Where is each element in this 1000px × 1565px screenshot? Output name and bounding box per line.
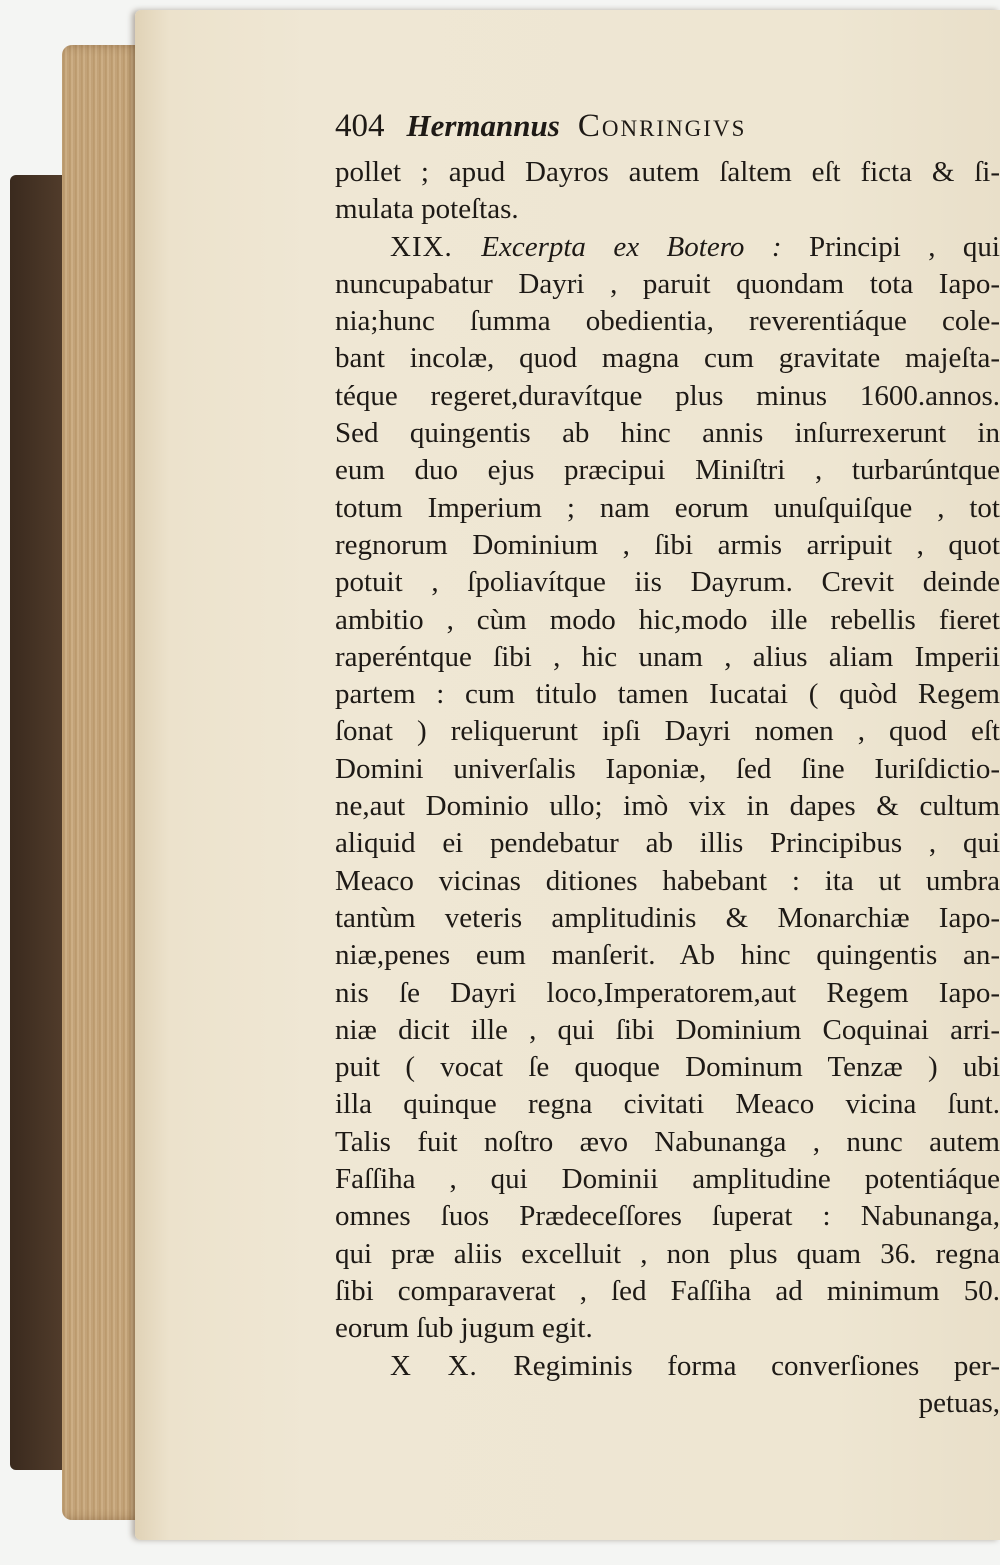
text-line: [335, 1310, 1000, 1347]
text-line: [335, 1161, 1000, 1198]
line-text: nis ſe Dayri loco,Imperatorem,aut Regem Iapo-: [335, 976, 1000, 1009]
line-text: eum duo ejus præcipui Miniſtri , turbarúntque: [335, 454, 1000, 487]
line-text: Sed quingentis ab hinc annis inſurrexerunt in: [335, 417, 1000, 450]
line-text: qui præ aliis excelluit , non plus quam 36. regna: [335, 1237, 1000, 1270]
line-text: omnes ſuos Prædeceſſores ſuperat : Nabunanga,: [335, 1200, 1000, 1233]
line-text: Domini univerſalis Iaponiæ, ſed ſine Iuriſdictio-: [335, 752, 1000, 785]
line-text: niæ,penes eum manſerit. Ab hinc quingentis an-: [335, 939, 1000, 972]
text-line: [335, 1012, 1000, 1049]
text-line: [335, 1124, 1000, 1161]
line-text: ſibi comparaverat , ſed Faſſiha ad minimum 50.: [335, 1274, 1000, 1307]
text-line: [335, 751, 1000, 788]
text-line: [335, 825, 1000, 862]
line-text: Meaco vicinas ditiones habebant : ita ut umbra: [335, 864, 1000, 897]
text-line: [335, 1049, 1000, 1086]
section-number: X X.: [390, 1349, 514, 1382]
text-line: [335, 154, 1000, 191]
line-text: pollet ; apud Dayros autem ſaltem eſt ficta & ſi-: [335, 156, 1000, 188]
line-text: raperéntque ſibi , hic unam , alius aliam Imperii: [335, 640, 1000, 673]
text-body: [335, 154, 1000, 1422]
line-text: partem : cum titulo tamen Iucatai ( quòd Regem: [335, 678, 1000, 711]
text-line: [335, 975, 1000, 1012]
line-text: mulata poteſtas.: [335, 193, 519, 226]
line-text: tantùm veteris amplitudinis & Monarchiæ Iapo-: [335, 901, 1000, 934]
text-line: [335, 564, 1000, 601]
line-text: nuncupabatur Dayri , paruit quondam tota Iapo-: [335, 267, 1000, 300]
line-text: Regiminis forma converſiones per-: [513, 1349, 1000, 1382]
italic-heading: Excerpta ex Botero :: [481, 230, 782, 263]
text-line: [335, 602, 1000, 639]
line-text: ſonat ) reliquerunt ipſi Dayri nomen , quod eſt: [335, 715, 1000, 748]
line-text: Talis fuit noſtro ævo Nabunanga , nunc autem: [335, 1125, 1000, 1158]
line-text: Faſſiha , qui Dominii amplitudine potentiáque: [335, 1163, 1000, 1196]
line-text: potuit , ſpoliavítque iis Dayrum. Crevit deinde: [335, 566, 1000, 599]
line-text: petuas,: [918, 1386, 1000, 1419]
text-line: [335, 266, 1000, 303]
text-line: [335, 378, 1000, 415]
text-line: [335, 900, 1000, 937]
running-header: [335, 108, 1000, 154]
text-line: [335, 1198, 1000, 1235]
author-last-name: Conringivs: [577, 108, 747, 144]
text-line: [335, 229, 1000, 266]
line-text: téque regeret,duravítque plus minus 1600.annos.: [335, 379, 1000, 412]
author-first-name: Hermannus: [406, 108, 560, 143]
text-line: [335, 340, 1000, 377]
line-text: puit ( vocat ſe quoque Dominum Tenzæ ) ubi: [335, 1051, 1000, 1084]
text-line: [335, 303, 1000, 340]
line-text: nia;hunc ſumma obedientia, reverentiáque cole-: [335, 305, 1000, 338]
text-line: [335, 1086, 1000, 1123]
line-text: eorum ſub jugum egit.: [335, 1312, 593, 1345]
text-line: [335, 191, 1000, 228]
text-line: [335, 788, 1000, 825]
line-text: niæ dicit ille , qui ſibi Dominium Coquinai arri-: [335, 1013, 1000, 1046]
text-line: [335, 1348, 1000, 1385]
line-text: Principi , qui: [781, 230, 1000, 263]
page-text: [335, 108, 1000, 1422]
text-line: [335, 639, 1000, 676]
text-line: [335, 1385, 1000, 1422]
section-number: XIX.: [390, 230, 482, 263]
line-text: ne,aut Dominio ullo; imò vix in dapes & cultum: [335, 790, 1000, 823]
line-text: illa quinque regna civitati Meaco vicina ſunt.: [335, 1088, 1000, 1121]
text-line: [335, 415, 1000, 452]
line-text: ambitio , cùm modo hic,modo ille rebellis fieret: [335, 603, 1000, 636]
text-line: [335, 937, 1000, 974]
text-line: [335, 490, 1000, 527]
text-line: [335, 1273, 1000, 1310]
line-text: regnorum Dominium , ſibi armis arripuit , quot: [335, 528, 1000, 561]
text-line: [335, 676, 1000, 713]
text-line: [335, 527, 1000, 564]
line-text: bant incolæ, quod magna cum gravitate majeſta-: [335, 342, 1000, 375]
text-line: [335, 452, 1000, 489]
text-line: [335, 713, 1000, 750]
text-line: [335, 1236, 1000, 1273]
line-text: totum Imperium ; nam eorum unuſquiſque , tot: [335, 491, 1000, 524]
page-number: 404: [335, 108, 385, 144]
line-text: aliquid ei pendebatur ab illis Principibus , qui: [335, 827, 1000, 860]
text-line: [335, 863, 1000, 900]
